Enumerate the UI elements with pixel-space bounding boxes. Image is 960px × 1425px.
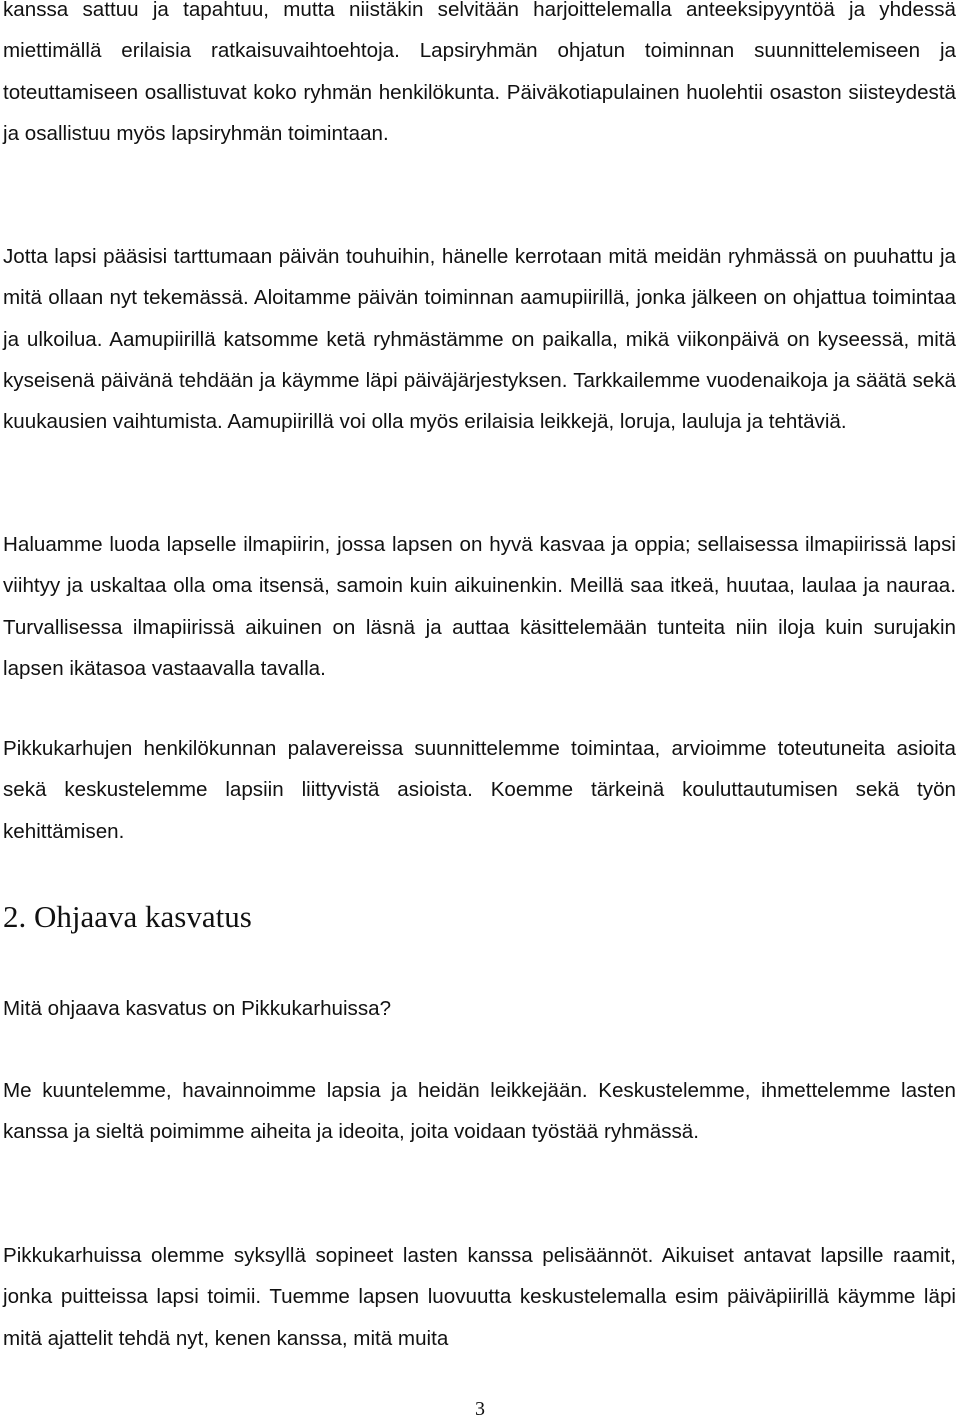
section-heading: 2. Ohjaava kasvatus [3, 899, 252, 934]
paragraph-morning-circle: Jotta lapsi pääsisi tarttumaan päivän touhuihin, hänelle kerrotaan mitä meidän ryhmässä on puuhattu ja mitä ollaan nyt tekemässä. Aloitamme päivän toiminnan aamupiirillä, jonka jälkeen on ohjattua toimintaa ja ulkoilua. Aamupiirillä katsomme ketä ryhmästämme on paikalla, mikä viikonpäivä on kyseessä, mitä kyseisenä päivänä tehdään ja käymme läpi päiväjärjestyksen. Tarkkailemme vuodenaikoja ja säätä sekä kuukausien vaihtumista. Aamupiirillä voi olla myös erilaisia leikkejä, loruja, lauluja ja tehtäviä. [3, 245, 956, 434]
paragraph-staff-meetings: Pikkukarhujen henkilökunnan palavereissa suunnittelemme toimintaa, arvioimme toteutuneita asioita sekä keskustelemme lapsiin liittyvistä asioista. Koemme tärkeinä kouluttautumisen sekä työn kehittämisen. [3, 737, 956, 843]
paragraph-listening: Me kuuntelemme, havainnoimme lapsia ja heidän leikkejään. Keskustelemme, ihmettelemme lasten kanssa ja sieltä poimimme aiheita ja ideoita, joita voidaan työstää ryhmässä. [3, 1079, 956, 1144]
page-number: 3 [475, 1398, 485, 1420]
paragraph-responsibilities: kanssa sattuu ja tapahtuu, mutta niistäkin selvitään harjoittelemalla anteeksipyyntöä ja yhdessä miettimällä erilaisia ratkaisuvaihtoehtoja. Lapsiryhmän ohjatun toiminnan suunnittelemiseen ja toteuttamiseen osallistuvat koko ryhmän henkilökunta. Päiväkotiapulainen huolehtii osaston siisteydestä ja osallistuu myös lapsiryhmän toimintaan. [3, 0, 956, 145]
paragraph-rules: Pikkukarhuissa olemme syksyllä sopineet lasten kanssa pelisäännöt. Aikuiset antavat lapsille raamit, jonka puitteissa lapsi toimii. Tuemme lapsen luovuutta keskustelemalla esim päiväpiirillä käymme läpi mitä ajattelit tehdä nyt, kenen kanssa, mitä muita [3, 1244, 956, 1350]
section-question: Mitä ohjaava kasvatus on Pikkukarhuissa? [3, 997, 392, 1020]
paragraph-atmosphere: Haluamme luoda lapselle ilmapiirin, jossa lapsen on hyvä kasvaa ja oppia; sellaisessa ilmapiirissä lapsi viihtyy ja uskaltaa olla oma itsensä, samoin kuin aikuinenkin. Meillä saa itkeä, huutaa, laulaa ja nauraa. Turvallisessa ilmapiirissä aikuinen on läsnä ja auttaa käsittelemään tunteita niin iloja kuin surujakin lapsen ikätasoa vastaavalla tavalla. [3, 533, 956, 680]
